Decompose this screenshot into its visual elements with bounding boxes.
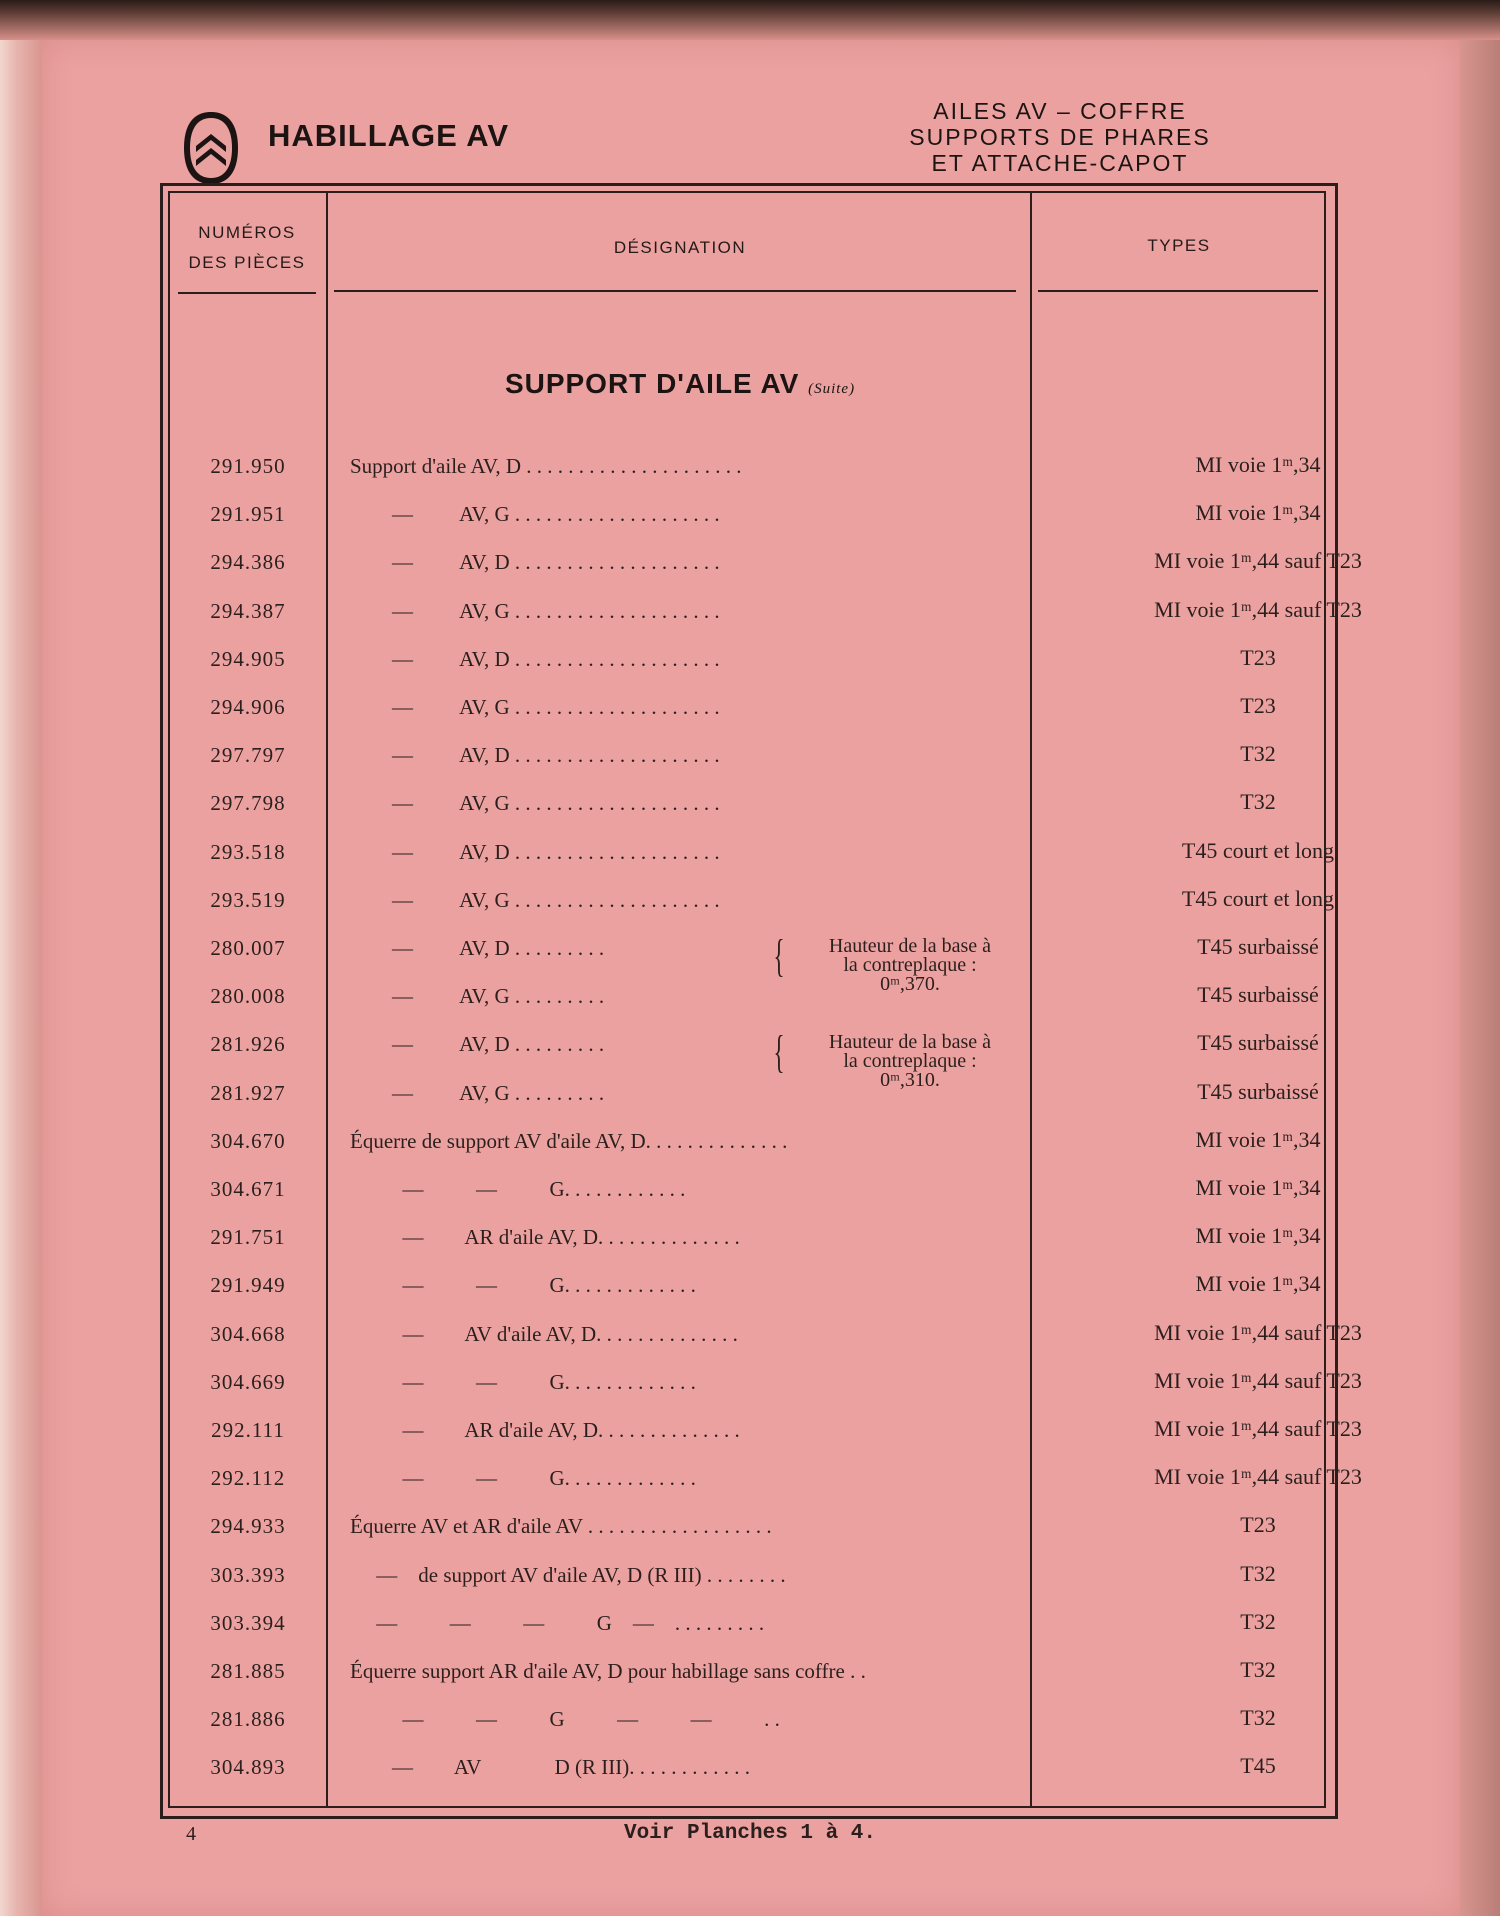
part-type: MI voie 1ᵐ,34	[1195, 1175, 1321, 1200]
part-type: MI voie 1ᵐ,44 sauf T23	[1154, 1320, 1362, 1345]
table-row	[168, 1265, 1326, 1305]
table-row	[168, 542, 1362, 582]
section-title-text: SUPPORT D'AILE AV	[504, 368, 800, 399]
citroen-logo-icon	[182, 110, 240, 186]
part-designation: — AV D (R III). . . . . . . . . . . .	[350, 1755, 750, 1779]
part-type: MI voie 1ᵐ,34	[1195, 452, 1321, 477]
note-2-line-3: 0ᵐ,310.	[880, 1069, 940, 1091]
header-underline-designation	[334, 290, 1016, 292]
part-type: T32	[1240, 1705, 1276, 1730]
note-1-line-1: Hauteur de la base à	[828, 935, 992, 957]
part-number: 294.905	[210, 647, 286, 671]
table-row	[168, 735, 1326, 775]
part-designation: Équerre de support AV d'aile AV, D. . . . . . . . . . . . . .	[350, 1129, 788, 1153]
part-designation: — AR d'aile AV, D. . . . . . . . . . . . . .	[350, 1225, 740, 1249]
table-row	[168, 1217, 1326, 1257]
part-number: 291.950	[210, 454, 286, 478]
part-type: MI voie 1ᵐ,34	[1195, 1127, 1321, 1152]
part-type: T23	[1240, 645, 1276, 670]
part-number: 293.519	[210, 888, 286, 912]
part-designation: — AV, G . . . . . . . . .	[350, 984, 605, 1008]
brace-2: {	[773, 1026, 785, 1077]
table-row	[168, 687, 1326, 727]
brace-1: {	[773, 930, 785, 981]
plate-reference: Voir Planches 1 à 4.	[623, 1822, 877, 1845]
column-header-numbers-line-1: NUMÉROS	[198, 223, 296, 242]
part-number: 294.933	[210, 1514, 286, 1538]
table-row	[168, 880, 1335, 920]
table-row	[168, 494, 1326, 534]
table-row	[168, 1410, 1362, 1450]
part-number: 294.906	[210, 695, 286, 719]
subtitle-line-2: SUPPORTS DE PHARES	[909, 124, 1211, 150]
table-row	[168, 1121, 1326, 1161]
note-2-line-2: la contreplaque :	[843, 1050, 977, 1072]
part-type: T45 court et long	[1181, 886, 1335, 911]
table-row	[168, 928, 1326, 968]
table-row	[168, 1458, 1362, 1498]
part-number: 293.518	[210, 840, 286, 864]
note-2	[800, 1033, 1020, 1090]
part-number: 304.668	[210, 1322, 286, 1346]
part-type: T45 surbaissé	[1197, 1079, 1319, 1104]
top-edge	[0, 0, 1500, 40]
part-designation: — AV, G . . . . . . . . .	[350, 1081, 605, 1105]
part-number: 281.885	[210, 1659, 286, 1683]
table-row	[168, 1506, 1326, 1546]
part-designation: — AV, D . . . . . . . . .	[350, 936, 605, 960]
page-subtitle	[860, 98, 1260, 176]
part-number: 291.751	[210, 1225, 286, 1249]
part-type: T45	[1240, 1753, 1276, 1778]
binding-spine	[0, 40, 42, 1916]
part-type: T32	[1240, 789, 1276, 814]
part-designation: — — G. . . . . . . . . . . . .	[350, 1466, 696, 1490]
table-row	[168, 1651, 1326, 1691]
column-header-numbers-line-2: DES PIÈCES	[188, 253, 306, 272]
part-number: 281.926	[210, 1032, 286, 1056]
table-row	[168, 832, 1335, 872]
part-number: 297.798	[210, 791, 286, 815]
part-designation: Équerre AV et AR d'aile AV . . . . . . . . . . . . . . . . . .	[350, 1514, 772, 1538]
part-designation: — — G. . . . . . . . . . . . .	[350, 1273, 696, 1297]
table-row	[168, 1362, 1362, 1402]
part-type: MI voie 1ᵐ,34	[1195, 1271, 1321, 1296]
table-row	[168, 1699, 1326, 1739]
part-designation: — AV, G . . . . . . . . . . . . . . . . . . . .	[350, 695, 720, 719]
part-number: 304.893	[210, 1755, 286, 1779]
table-row	[168, 1747, 1326, 1787]
part-designation: — AV, G . . . . . . . . . . . . . . . . . . . .	[350, 599, 720, 623]
part-designation: — AV, D . . . . . . . . .	[350, 1032, 605, 1056]
part-type: MI voie 1ᵐ,44 sauf T23	[1154, 548, 1362, 573]
part-type: MI voie 1ᵐ,34	[1195, 500, 1321, 525]
table-row	[168, 1603, 1326, 1643]
table-row	[168, 639, 1326, 679]
part-type: T23	[1240, 1512, 1276, 1537]
part-type: T45 surbaissé	[1197, 982, 1319, 1007]
table-row	[168, 783, 1326, 823]
part-type: T45 surbaissé	[1197, 1030, 1319, 1055]
part-designation: — — G. . . . . . . . . . . .	[350, 1177, 686, 1201]
part-designation: — — — G — . . . . . . . . .	[350, 1611, 765, 1635]
part-number: 291.951	[210, 502, 286, 526]
part-designation: — AV, G . . . . . . . . . . . . . . . . . . . .	[350, 502, 720, 526]
part-type: MI voie 1ᵐ,44 sauf T23	[1154, 1464, 1362, 1489]
part-designation: — AR d'aile AV, D. . . . . . . . . . . . . .	[350, 1418, 740, 1442]
table-row	[168, 1555, 1326, 1595]
part-number: 280.008	[210, 984, 286, 1008]
part-number: 303.394	[210, 1611, 286, 1635]
note-1	[800, 937, 1020, 994]
part-designation: — de support AV d'aile AV, D (R III) . . . . . . . .	[350, 1563, 786, 1587]
part-designation: — AV, D . . . . . . . . . . . . . . . . . . . .	[350, 647, 720, 671]
part-number: 281.886	[210, 1707, 286, 1731]
part-designation: — AV, G . . . . . . . . . . . . . . . . . . . .	[350, 791, 720, 815]
table-row	[168, 446, 1326, 486]
header-underline-numbers	[178, 292, 316, 294]
column-header-types: TYPES	[1147, 236, 1211, 255]
part-designation: Équerre support AR d'aile AV, D pour habillage sans coffre . .	[350, 1659, 866, 1683]
part-number: 294.386	[210, 550, 286, 574]
note-1-line-3: 0ᵐ,370.	[880, 973, 940, 995]
section-title	[330, 368, 1030, 400]
page-title: HABILLAGE AV	[268, 118, 510, 153]
part-type: MI voie 1ᵐ,44 sauf T23	[1154, 597, 1362, 622]
column-header-numbers	[168, 218, 326, 278]
part-type: T32	[1240, 1609, 1276, 1634]
note-1-line-2: la contreplaque :	[843, 954, 977, 976]
part-type: T32	[1240, 1561, 1276, 1586]
part-designation: — AV, D . . . . . . . . . . . . . . . . . . . .	[350, 550, 720, 574]
section-title-suffix: (Suite)	[808, 381, 856, 397]
part-number: 294.387	[210, 599, 286, 623]
part-designation: — — G — — . .	[350, 1707, 780, 1731]
part-type: T45 surbaissé	[1197, 934, 1319, 959]
part-designation: — — G. . . . . . . . . . . . .	[350, 1370, 696, 1394]
part-designation: — AV d'aile AV, D. . . . . . . . . . . . . .	[350, 1322, 738, 1346]
part-number: 304.669	[210, 1370, 286, 1394]
subtitle-line-3: ET ATTACHE-CAPOT	[931, 150, 1189, 176]
subtitle-line-1: AILES AV – COFFRE	[933, 98, 1187, 124]
part-type: MI voie 1ᵐ,44 sauf T23	[1154, 1416, 1362, 1441]
part-number: 291.949	[210, 1273, 286, 1297]
note-2-line-1: Hauteur de la base à	[828, 1031, 992, 1053]
part-type: T45 court et long	[1181, 838, 1335, 863]
table-row	[168, 1069, 1326, 1113]
part-number: 303.393	[210, 1563, 286, 1587]
table-row	[168, 1314, 1362, 1354]
part-designation: — AV, D . . . . . . . . . . . . . . . . . . . .	[350, 743, 720, 767]
column-header-designation: DÉSIGNATION	[613, 238, 747, 257]
header-underline-types	[1038, 290, 1318, 292]
part-type: T32	[1240, 741, 1276, 766]
part-number: 297.797	[210, 743, 286, 767]
part-number: 281.927	[210, 1081, 286, 1105]
part-number: 280.007	[210, 936, 286, 960]
page-number: 4	[186, 1823, 196, 1845]
part-designation: Support d'aile AV, D . . . . . . . . . . . . . . . . . . . . .	[350, 454, 742, 478]
part-number: 304.671	[210, 1177, 286, 1201]
part-designation: — AV, G . . . . . . . . . . . . . . . . . . . .	[350, 888, 720, 912]
table-row	[168, 973, 1326, 1016]
part-number: 292.112	[210, 1466, 286, 1490]
part-number: 304.670	[210, 1129, 286, 1153]
table-row	[168, 591, 1362, 631]
part-type: MI voie 1ᵐ,44 sauf T23	[1154, 1368, 1362, 1393]
part-type: T23	[1240, 693, 1276, 718]
part-designation: — AV, D . . . . . . . . . . . . . . . . . . . .	[350, 840, 720, 864]
table-row	[168, 1024, 1326, 1064]
table-row	[168, 1169, 1326, 1209]
part-number: 292.111	[211, 1418, 285, 1442]
part-type: MI voie 1ᵐ,34	[1195, 1223, 1321, 1248]
part-type: T32	[1240, 1657, 1276, 1682]
